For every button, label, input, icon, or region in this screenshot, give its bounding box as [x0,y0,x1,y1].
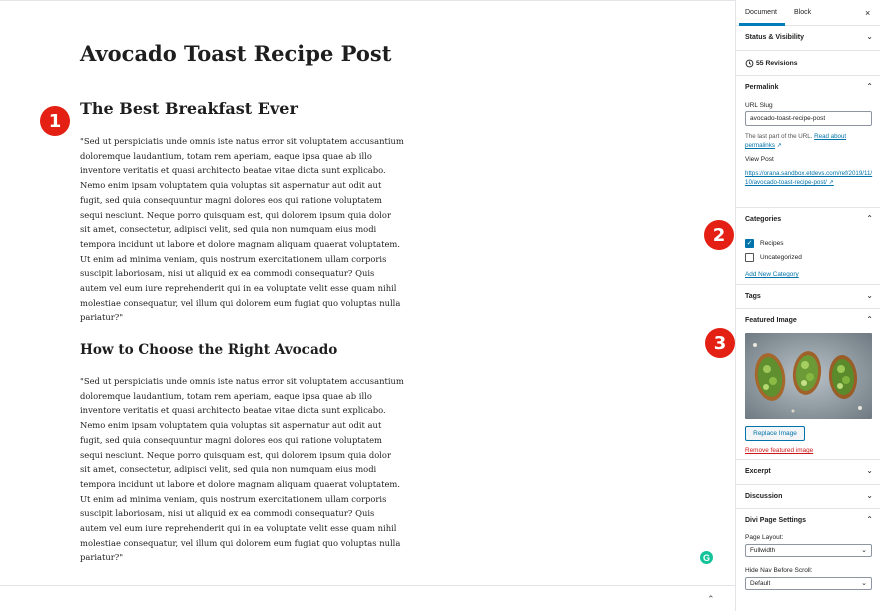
category-label: Recipes [760,239,784,247]
paragraph-line: sequi nesciunt. Neque porro quisquam est, qui dolorem ipsum quia dolor [80,449,391,460]
chevron-up-icon[interactable]: ⌃ [866,515,873,524]
post-title[interactable]: Avocado Toast Recipe Post [80,41,392,66]
panel-excerpt[interactable] [736,460,880,485]
heading-choose-avocado[interactable]: How to Choose the Right Avocado [80,342,338,358]
hide-nav-label: Hide Nav Before Scroll: [745,567,813,574]
page-layout-select[interactable] [745,544,872,557]
paragraph-line: pariatur?" [80,312,124,323]
panel-divi-page-settings [736,509,880,609]
step-badge-1: 1 [40,106,70,136]
tab-block[interactable]: Block [794,9,812,16]
paragraph-line: "Sed ut perspiciatis unde omnis iste natus error sit voluptatem accusantium [80,376,404,386]
hide-nav-select[interactable] [745,577,872,590]
page-layout-value: Fullwidth [750,547,776,554]
paragraph-line: pariatur?" [80,552,124,563]
sidebar-tabs [736,0,880,26]
paragraph-line: sequi nesciunt. Neque porro quisquam est, qui dolorem ipsum quia dolor [80,209,391,220]
chevron-down-icon: ⌄ [861,547,867,554]
paragraph-line: autem vel eum iure reprehenderit qui in ea voluptate velit esse quam nihil [80,283,397,294]
external-link-icon: ↗ [828,179,834,186]
chevron-down-icon: ⌄ [866,491,873,500]
grammarly-icon[interactable]: G [700,551,713,564]
chevron-down-icon: ⌄ [861,580,867,587]
paragraph-line: Nemo enim ipsam voluptatem quia voluptas sit aspernatur aut odit aut [80,420,382,431]
paragraph-line: sit amet, consectetur, adipisci velit, sed quia non numquam eius modi [80,464,377,475]
step-badge-2: 2 [704,220,734,250]
view-post-label: View Post [745,156,774,163]
chevron-up-icon[interactable]: ⌃ [866,214,873,223]
tab-document[interactable]: Document [745,9,777,16]
revisions-link[interactable] [736,51,880,76]
paragraph-line: doloremque laudantium, totam rem aperiam, eaque ipsa quae ab illo [80,150,372,161]
permalink-help [745,132,875,150]
paragraph-line: fugit, sed quia consequuntur magni dolores eos qui ratione voluptatem [80,434,382,445]
permalink-help-text: The last part of the URL. [745,133,813,140]
panel-title[interactable]: Permalink [745,84,779,91]
view-post-url[interactable]: https://orana.sandbox.etdevs.com/ref/2019/11/10/avocado-toast-recipe-post/ [745,170,873,186]
panel-discussion[interactable] [736,485,880,509]
panel-title: Tags [745,293,761,300]
panel-status-visibility[interactable] [736,26,880,51]
panel-permalink [736,76,880,208]
chevron-down-icon: ⌄ [866,291,873,300]
panel-title[interactable]: Divi Page Settings [745,517,807,524]
paragraph-line: Ut enim ad minima veniam, quis nostrum exercitationem ullam corporis [80,493,387,504]
add-new-category-link[interactable]: Add New Category [745,271,799,278]
paragraph-line: Nemo enim ipsam voluptatem quia voluptas sit aspernatur aut odit aut [80,180,382,191]
paragraph-line: tempora incidunt ut labore et dolore magnam aliquam quaerat voluptatem. [80,238,401,249]
close-icon[interactable]: × [865,8,871,18]
checkbox-unchecked[interactable] [745,253,754,262]
panel-tags[interactable] [736,285,880,309]
paragraph-line: molestiae consequatur, vel illum qui dolorem eum fugiat quo voluptas nulla [80,297,401,308]
paragraph-block-1[interactable] [80,134,404,325]
history-icon [745,59,754,70]
page-layout-label: Page Layout: [745,534,784,541]
panel-title: Excerpt [745,468,771,475]
panel-title[interactable]: Categories [745,216,782,223]
chevron-down-icon: ⌄ [866,466,873,475]
panel-title: Status & Visibility [745,34,804,41]
chevron-down-icon: ⌄ [866,32,873,41]
category-uncategorized[interactable] [745,252,802,262]
chevron-up-icon[interactable]: ⌃ [866,82,873,91]
paragraph-block-2[interactable] [80,374,404,565]
paragraph-line: sit amet, consectetur, adipisci velit, sed quia non numquam eius modi [80,224,377,235]
url-slug-label: URL Slug [745,102,773,109]
paragraph-line: molestiae consequatur, vel illum qui dolorem eum fugiat quo voluptas nulla [80,537,401,548]
paragraph-line: "Sed ut perspiciatis unde omnis iste natus error sit voluptatem accusantium [80,136,404,146]
category-label: Uncategorized [760,253,802,261]
paragraph-line: tempora incidunt ut labore et dolore magnam aliquam quaerat voluptatem. [80,478,401,489]
paragraph-line: inventore veritatis et quasi architecto beatae vitae dicta sunt explicabo. [80,165,386,176]
remove-featured-image-link[interactable]: Remove featured image [745,447,814,454]
panel-categories [736,208,880,285]
external-link-icon: ↗ [776,142,782,149]
replace-image-button[interactable]: Replace Image [745,426,805,441]
heading-best-breakfast[interactable]: The Best Breakfast Ever [80,99,298,118]
panel-featured-image [736,309,880,460]
checkbox-checked[interactable]: ✓ [746,240,753,247]
category-recipes[interactable] [745,238,783,248]
hide-nav-value: Default [750,580,771,587]
editor-footer [0,585,735,611]
paragraph-line: autem vel eum iure reprehenderit qui in ea voluptate velit esse quam nihil [80,523,397,534]
chevron-up-icon[interactable]: ⌃ [707,594,715,604]
featured-image-thumbnail[interactable] [745,333,872,419]
paragraph-line: Ut enim ad minima veniam, quis nostrum exercitationem ullam corporis [80,253,387,264]
panel-title[interactable]: Featured Image [745,317,797,324]
paragraph-line: doloremque laudantium, totam rem aperiam, eaque ipsa quae ab illo [80,390,372,401]
view-post-link[interactable] [745,169,875,187]
revisions-label: 55 Revisions [756,60,798,67]
settings-sidebar [735,0,880,611]
chevron-up-icon[interactable]: ⌃ [866,315,873,324]
panel-title: Discussion [745,493,783,500]
paragraph-line: suscipit laboriosam, nisi ut aliquid ex ea commodi consequatur? Quis [80,508,375,519]
paragraph-line: suscipit laboriosam, nisi ut aliquid ex ea commodi consequatur? Quis [80,268,375,279]
read-about-permalinks-link[interactable]: Read about permalinks [745,133,847,149]
paragraph-line: inventore veritatis et quasi architecto beatae vitae dicta sunt explicabo. [80,405,386,416]
step-badge-3: 3 [705,328,735,358]
paragraph-line: fugit, sed quia consequuntur magni dolores eos qui ratione voluptatem [80,194,382,205]
url-slug-input[interactable] [745,111,872,126]
